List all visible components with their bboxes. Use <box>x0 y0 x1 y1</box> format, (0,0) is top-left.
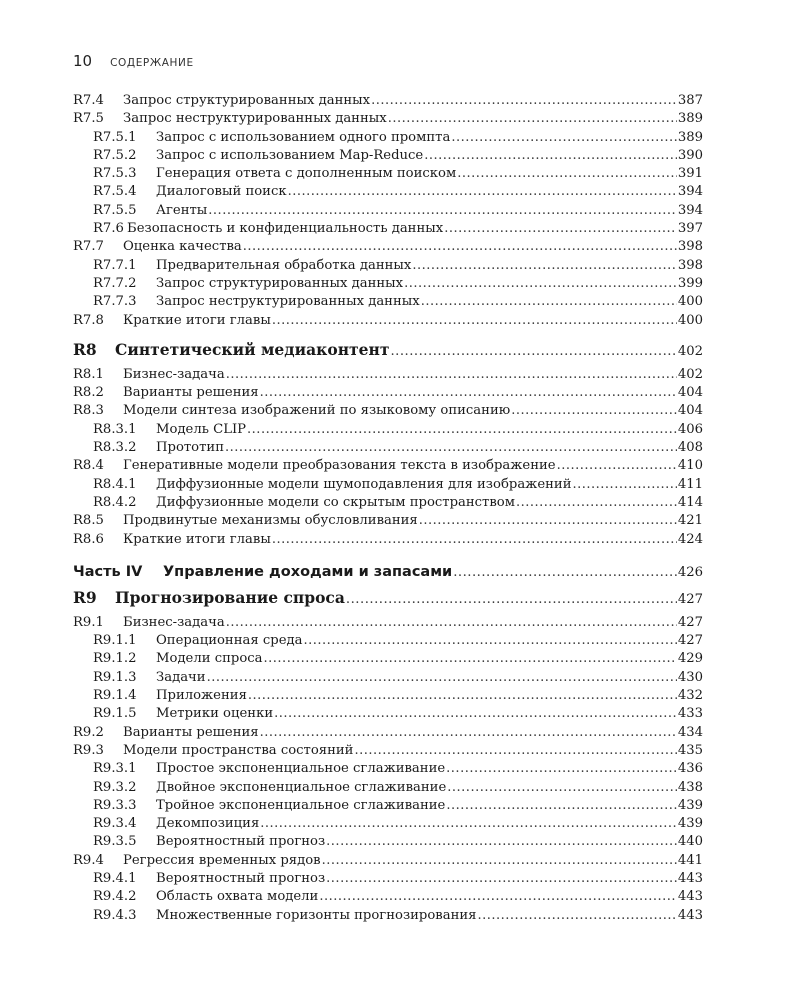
toc-chapter-entry[interactable] <box>73 341 703 363</box>
toc-chapter-entry[interactable] <box>73 589 703 611</box>
toc-entry[interactable] <box>73 293 703 311</box>
dot-leader <box>274 705 677 723</box>
toc-entry-number: R9.2 <box>73 724 104 740</box>
toc-entry-page: 400 <box>677 312 703 328</box>
dot-leader <box>557 457 677 475</box>
dot-leader <box>451 129 677 147</box>
toc-entry-page: 389 <box>677 129 703 145</box>
toc-entry-title: Тройное экспоненциальное сглаживание <box>156 797 446 813</box>
toc-entry-number: Часть IV <box>73 563 143 580</box>
toc-entry-number: R7.6 <box>93 221 124 237</box>
toc-entry[interactable] <box>73 760 703 778</box>
toc-entry-title: Варианты решения <box>123 385 259 401</box>
toc-entry-title: Управление доходами и запасами <box>163 563 453 580</box>
dot-leader <box>511 402 677 420</box>
toc-entry-number: R8 <box>73 339 97 359</box>
toc-entry-title: Синтетический медиаконтент <box>115 339 390 359</box>
toc-entry-number: R8.2 <box>73 385 104 401</box>
dot-leader <box>326 870 677 888</box>
toc-entry-title: Вероятностный прогноз <box>156 834 326 850</box>
toc-entry-page: 404 <box>677 385 703 401</box>
toc-entry[interactable] <box>73 815 703 833</box>
toc-entry-page: 394 <box>677 184 703 200</box>
dot-leader <box>322 852 677 870</box>
toc-entry[interactable] <box>73 494 703 512</box>
toc-entry-title: Диффузионные модели со скрытым пространством <box>156 494 515 510</box>
dot-leader <box>388 110 677 128</box>
toc-entry-title: Модели спроса <box>156 651 263 667</box>
toc-entry[interactable] <box>73 742 703 760</box>
toc-entry-page: 427 <box>677 591 703 607</box>
toc-entry-title: Запрос структурированных данных <box>123 93 371 108</box>
toc-entry-title: Запрос неструктурированных данных <box>156 294 420 310</box>
toc-entry-title: Простое экспоненциальное сглаживание <box>156 761 446 777</box>
toc-entry-page: 399 <box>677 275 703 291</box>
dot-leader <box>371 92 677 110</box>
toc-entry[interactable] <box>73 779 703 797</box>
dot-leader <box>516 494 677 512</box>
toc-entry[interactable] <box>73 147 703 165</box>
dot-leader <box>226 366 677 384</box>
toc-entry-title: Декомпозиция <box>156 816 260 832</box>
dot-leader <box>446 797 676 815</box>
toc-entry[interactable] <box>73 366 703 384</box>
dot-leader <box>260 815 677 833</box>
dot-leader <box>272 531 677 549</box>
toc-entry-title: Модели синтеза изображений по языковому описанию <box>123 403 511 419</box>
toc-entry-title: Задачи <box>156 669 206 685</box>
toc-entry-page: 434 <box>677 724 703 740</box>
toc-entry-title: Модели пространства состояний <box>123 742 354 758</box>
toc-entry-number: R7.7.3 <box>93 294 137 310</box>
toc-entry-number: R9.1.1 <box>93 633 137 649</box>
toc-entry-page: 432 <box>677 688 703 704</box>
toc-entry-number: R8.3 <box>73 403 104 419</box>
toc-entry[interactable] <box>73 852 703 870</box>
dot-leader <box>412 257 676 275</box>
toc-entry-page: 443 <box>677 889 703 905</box>
toc-entry[interactable] <box>73 421 703 439</box>
dot-leader <box>346 591 677 609</box>
toc-entry[interactable] <box>73 165 703 183</box>
toc-entry[interactable] <box>73 92 703 110</box>
toc-entry-page: 400 <box>677 294 703 310</box>
dot-leader <box>390 343 676 361</box>
toc-entry-page: 406 <box>677 421 703 437</box>
dot-leader <box>208 202 677 220</box>
toc-entry-page: 439 <box>677 797 703 813</box>
toc-entry-page: 402 <box>677 343 703 359</box>
toc-entry[interactable] <box>73 220 703 238</box>
toc-entry-title: Регрессия временных рядов <box>123 852 321 868</box>
toc-entry-number: R9.3.4 <box>93 816 137 832</box>
toc-entry-page: 443 <box>677 870 703 886</box>
toc-entry-page: 391 <box>677 166 703 182</box>
toc-entry[interactable] <box>73 669 703 687</box>
toc-entry-number: R9.1.5 <box>93 706 137 722</box>
toc-entry[interactable] <box>73 888 703 906</box>
toc-entry-title: Вероятностный прогноз <box>156 870 326 886</box>
toc-entry-title: Краткие итоги главы <box>123 312 271 328</box>
toc-entry-number: R9.3.3 <box>93 797 137 813</box>
toc-entry-number: R7.5.5 <box>93 202 137 218</box>
dot-leader <box>404 275 677 293</box>
dot-leader <box>226 614 677 632</box>
toc-entry-page: 411 <box>677 476 703 492</box>
dot-leader <box>247 421 677 439</box>
toc-entry[interactable] <box>73 614 703 632</box>
dot-leader <box>444 220 677 238</box>
toc-entry[interactable] <box>73 797 703 815</box>
toc-entry-number: R9.3.2 <box>93 779 137 795</box>
toc-entry[interactable] <box>73 257 703 275</box>
dot-leader <box>478 907 677 925</box>
toc-entry-page: 443 <box>677 907 703 923</box>
toc-entry-page: 439 <box>677 816 703 832</box>
toc-entry-number: R8.4.1 <box>93 476 137 492</box>
toc-entry-number: R9.1 <box>73 614 104 630</box>
toc-entry-number: R9.4.3 <box>93 907 137 923</box>
toc-entry-title: Безопасность и конфиденциальность данных <box>127 221 444 237</box>
toc-entry-page: 435 <box>677 742 703 758</box>
toc-entry-number: R9.1.3 <box>93 669 137 685</box>
toc-entry-number: R7.5.2 <box>93 147 137 163</box>
toc-entry-number: R7.7 <box>73 239 104 255</box>
toc-entry-number: R7.5.1 <box>93 129 137 145</box>
toc-entry-number: R9.3.1 <box>93 761 137 777</box>
toc-entry-title: Прогнозирование спроса <box>115 587 345 607</box>
table-of-contents <box>73 92 703 925</box>
page-header <box>73 52 194 70</box>
dot-leader <box>243 238 677 256</box>
dot-leader <box>207 669 677 687</box>
dot-leader <box>424 147 677 165</box>
toc-entry-number: R7.7.2 <box>93 275 137 291</box>
toc-entry-number: R9.1.4 <box>93 688 137 704</box>
toc-entry-number: R8.4 <box>73 458 104 474</box>
toc-entry-title: Область охвата модели <box>156 889 319 905</box>
dot-leader <box>419 512 677 530</box>
toc-entry-page: 426 <box>677 564 703 580</box>
dot-leader <box>326 833 677 851</box>
toc-entry-title: Операционная среда <box>156 633 303 649</box>
toc-entry-number: R8.3.1 <box>93 421 137 437</box>
toc-entry-title: Запрос структурированных данных <box>156 275 404 291</box>
toc-entry[interactable] <box>73 312 703 330</box>
toc-entry[interactable] <box>73 275 703 293</box>
toc-entry-page: 441 <box>677 852 703 868</box>
toc-entry-page: 389 <box>677 111 703 127</box>
dot-leader <box>573 476 677 494</box>
toc-entry-page: 433 <box>677 706 703 722</box>
toc-entry-title: Приложения <box>156 688 247 704</box>
dot-leader <box>421 293 677 311</box>
toc-entry[interactable] <box>73 705 703 723</box>
toc-entry-page: 436 <box>677 761 703 777</box>
toc-entry-number: R9.4 <box>73 852 104 868</box>
toc-entry-number: R9.3.5 <box>93 834 137 850</box>
toc-entry-title: Запрос с использованием одного промпта <box>156 129 451 145</box>
toc-entry[interactable] <box>73 632 703 650</box>
toc-entry-page: 421 <box>677 513 703 529</box>
toc-entry[interactable] <box>73 870 703 888</box>
toc-entry-number: R9.4.2 <box>93 889 137 905</box>
toc-entry-page: 410 <box>677 458 703 474</box>
toc-entry[interactable] <box>73 439 703 457</box>
toc-entry-page: 408 <box>677 440 703 456</box>
toc-entry-number: R8.6 <box>73 531 104 547</box>
toc-entry-number: R8.4.2 <box>93 494 137 510</box>
toc-entry-number: R8.5 <box>73 513 104 529</box>
toc-part-entry[interactable] <box>73 563 703 585</box>
toc-entry-number: R7.5.4 <box>93 184 137 200</box>
dot-leader <box>260 724 677 742</box>
toc-entry[interactable] <box>73 238 703 256</box>
toc-entry-title: Запрос с использованием Map-Reduce <box>156 147 424 163</box>
toc-entry[interactable] <box>73 687 703 705</box>
toc-entry-page: 402 <box>677 366 703 382</box>
toc-entry-title: Варианты решения <box>123 724 259 740</box>
dot-leader <box>319 888 676 906</box>
dot-leader <box>447 779 677 797</box>
toc-entry-page: 438 <box>677 779 703 795</box>
toc-entry-title: Двойное экспоненциальное сглаживание <box>156 779 447 795</box>
toc-entry-page: 430 <box>677 669 703 685</box>
dot-leader <box>446 760 677 778</box>
toc-entry-page: 394 <box>677 202 703 218</box>
toc-entry-title: Модель CLIP <box>156 421 247 437</box>
toc-entry-number: R7.5 <box>73 111 104 127</box>
toc-entry[interactable] <box>73 384 703 402</box>
toc-entry-page: 398 <box>677 239 703 255</box>
toc-entry[interactable] <box>73 110 703 128</box>
toc-entry-number: R7.5.3 <box>93 166 137 182</box>
dot-leader <box>457 165 677 183</box>
toc-entry-title: Бизнес-задача <box>123 366 225 382</box>
toc-entry-page: 398 <box>677 257 703 273</box>
toc-entry[interactable] <box>73 650 703 668</box>
toc-entry-title: Генерация ответа с дополненным поиском <box>156 166 457 182</box>
toc-entry-title: Продвинутые механизмы обусловливания <box>123 513 418 529</box>
toc-entry-title: Оценка качества <box>123 239 242 255</box>
dot-leader <box>225 439 677 457</box>
dot-leader <box>288 183 677 201</box>
dot-leader <box>264 650 677 668</box>
toc-entry[interactable] <box>73 833 703 851</box>
toc-entry-page: 440 <box>677 834 703 850</box>
toc-entry[interactable] <box>73 512 703 530</box>
toc-entry-number: R8.3.2 <box>93 440 137 456</box>
toc-entry-page: 427 <box>677 614 703 630</box>
toc-entry-title: Агенты <box>156 202 208 218</box>
toc-entry-title: Метрики оценки <box>156 706 274 722</box>
toc-entry-number: R9.3 <box>73 742 104 758</box>
toc-entry-title: Краткие итоги главы <box>123 531 271 547</box>
dot-leader <box>248 687 677 705</box>
toc-entry-title: Запрос неструктурированных данных <box>123 111 387 127</box>
toc-entry[interactable] <box>73 476 703 494</box>
toc-entry-page: 390 <box>677 147 703 163</box>
toc-entry-number: R9 <box>73 587 97 607</box>
toc-entry-title: Диалоговый поиск <box>156 184 287 200</box>
toc-entry-title: Диффузионные модели шумоподавления для изображений <box>156 476 572 492</box>
dot-leader <box>260 384 677 402</box>
dot-leader <box>354 742 676 760</box>
toc-entry-title: Бизнес-задача <box>123 614 225 630</box>
toc-entry[interactable] <box>73 129 703 147</box>
toc-entry-title: Множественные горизонты прогнозирования <box>156 907 477 923</box>
toc-entry[interactable] <box>73 202 703 220</box>
dot-leader <box>453 564 677 582</box>
page-number: 10 <box>73 52 93 70</box>
toc-entry-page: 427 <box>677 633 703 649</box>
toc-entry-number: R8.1 <box>73 366 104 382</box>
toc-entry[interactable] <box>73 183 703 201</box>
toc-entry[interactable] <box>73 531 703 549</box>
toc-entry-title: Предварительная обработка данных <box>156 257 412 273</box>
dot-leader <box>304 632 677 650</box>
toc-entry-page: 424 <box>677 531 703 547</box>
toc-entry[interactable] <box>73 402 703 420</box>
toc-entry-page: 414 <box>677 494 703 510</box>
running-title: СОДЕРЖАНИЕ <box>110 57 194 69</box>
toc-entry[interactable] <box>73 724 703 742</box>
toc-entry[interactable] <box>73 457 703 475</box>
toc-entry-number: R7.8 <box>73 312 104 328</box>
toc-entry-number: R9.4.1 <box>93 870 137 886</box>
toc-entry[interactable] <box>73 907 703 925</box>
dot-leader <box>272 312 677 330</box>
toc-entry-number: R7.7.1 <box>93 257 137 273</box>
toc-entry-title: Прототип <box>156 440 224 456</box>
toc-entry-title: Генеративные модели преобразования текста в изображение <box>123 458 556 474</box>
toc-entry-page: 404 <box>677 403 703 419</box>
toc-entry-page: 397 <box>677 221 703 237</box>
toc-entry-number: R7.4 <box>73 93 104 108</box>
toc-entry-page: 429 <box>677 651 703 667</box>
toc-entry-number: R9.1.2 <box>93 651 137 667</box>
toc-entry-page: 387 <box>677 93 703 108</box>
